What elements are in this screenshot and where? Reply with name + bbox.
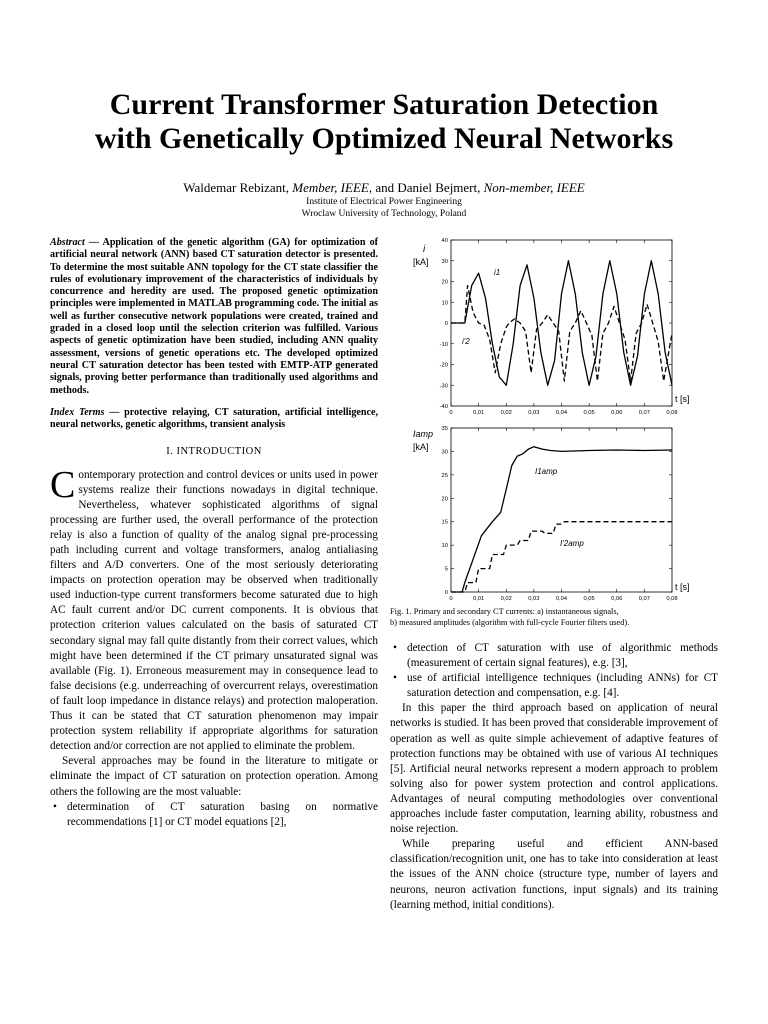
left-column — [50, 237, 378, 830]
title-line-1: Current Transformer Saturation Detection — [109, 88, 659, 121]
y-tick-label: 10 — [441, 300, 448, 307]
y-tick-label: -30 — [439, 383, 448, 390]
y-tick-label: -40 — [439, 404, 448, 410]
plot-a-series-i1-label: i1 — [494, 268, 501, 277]
plot-frame — [451, 240, 672, 406]
plot-b-ylabel-unit: [kA] — [413, 442, 429, 452]
bullet-item: • determination of CT saturation basing on normative recommendations [1] or CT model equations [2], — [50, 800, 378, 830]
plot-a-instantaneous — [440, 238, 678, 416]
y-tick-label: 20 — [441, 496, 448, 503]
affiliation-institute: Institute of Electrical Power Engineering — [306, 197, 462, 207]
intro-paragraph-1-text: ontemporary protection and control devices or units used in power systems realize their functions nowadays in digital technique. Nevertheless, whatever sophisticated algorithms of signal processing are further used, the overall performance of the protection relay is also a function of quality of the analog signal pre-processing path including current and voltage transformers, analog antialiasing filters and A/D converters. One of the most seriously deteriorating impacts on protection operation may be observed when traditionally used induction-type current transformers become saturated due to high AC fault current and/or DC current components. It is obvious that protection criterion values calculated on the basis of saturated CT secondary signal may fall quite distantly from their correct values, which might have been determined if the CT primary unsaturated signal was available (Fig. 1). Erroneous measurement may in consequence lead to false decisions (e.g. underreaching of overcurrent relays, overestimation of fault loop impedance in distance relays) and protection maloperation. Thus it can be stated that CT saturation phenomenon may impair protection system reliability if appropriate algorithms for saturation detection and/or correction are not applied to eliminate the problem. — [50, 468, 378, 753]
author-1-role: Member, IEEE, — [292, 180, 373, 195]
approach-list-right — [390, 641, 718, 701]
y-tick-label: 40 — [441, 238, 448, 244]
y-tick-label: 5 — [444, 566, 448, 573]
section-heading-introduction: I. INTRODUCTION — [166, 446, 262, 458]
y-tick-label: 30 — [441, 258, 448, 265]
figure-1-caption — [390, 606, 720, 628]
plot-b-ylabel-symbol: Iamp — [413, 429, 434, 439]
y-tick-label: 10 — [441, 543, 448, 550]
plot-frame — [451, 428, 672, 592]
plot-a-xlabel: t [s] — [675, 394, 690, 404]
x-tick-label: 0,02 — [500, 596, 512, 602]
y-tick-label: -20 — [439, 362, 448, 369]
x-tick-label: 0,04 — [555, 410, 568, 416]
plot-b-series-i1amp-label: I1amp — [535, 467, 558, 476]
x-tick-label: 0,02 — [500, 410, 512, 416]
y-tick-label: -10 — [439, 341, 448, 348]
affiliation-university: Wroclaw University of Technology, Poland — [301, 209, 467, 219]
title-line-2: with Genetically Optimized Neural Networks — [94, 122, 674, 155]
drop-cap: C — [50, 463, 76, 506]
x-tick-label: 0,06 — [611, 410, 623, 416]
y-tick-label: 35 — [441, 426, 448, 432]
plot-b-xlabel: t [s] — [675, 582, 690, 592]
x-tick-label: 0,07 — [638, 596, 651, 602]
x-tick-label: 0 — [449, 410, 453, 416]
series-line-i2 — [451, 286, 672, 382]
index-terms-text: — protective relaying, CT saturation, artificial intelligence, neural networks, genetic algorithms, transient analysis — [50, 406, 378, 431]
bullet-item: • use of artificial intelligence techniques (including ANNs) for CT saturation detection and compensation, e.g. [4]. — [390, 671, 718, 701]
plot-a-ylabel-symbol: i — [423, 244, 426, 255]
intro-paragraph-4: While preparing useful and efficient ANN-based classification/recognition unit, one has to take into consideration at least the issues of the ANN choice (structure type, number of layers and neurons, neuron activation functions, input signals) and its training (learning method, initial conditions). — [390, 838, 718, 911]
approach-list-left — [50, 800, 378, 830]
plot-b-amplitudes — [442, 426, 678, 602]
right-column — [390, 641, 718, 913]
x-tick-label: 0,01 — [472, 410, 485, 416]
plot-a-series-i2-label: i'2 — [462, 337, 470, 346]
x-tick-label: 0,08 — [666, 596, 678, 602]
x-tick-label: 0,03 — [528, 410, 540, 416]
x-tick-label: 0,04 — [555, 596, 568, 602]
index-terms-label: Index Terms — [50, 406, 105, 418]
abstract-text: — Application of the genetic algorithm (GA) for optimization of artificial neural network (ANN) based CT saturation detector is presented. To determine the most suitable ANN topology for the CT state classifier the rules of evolutionary improvement of the characteristics of individuals by concurrence and heredity are used. The proposed genetic optimization principles were implemented in MATLAB programming code. The initial as well as further consecutive network populations were created, trained and graded in a closed loop until the selection criterion was fulfilled. Various aspects of genetic optimization have been studied, including ANN quality assessment, versions of genetic operations etc. The developed optimized neural CT saturation detector has been tested with EMTP-ATP generated signals, proving better performance than traditionally used algorithms and methods. — [50, 237, 378, 396]
paper-title — [0, 88, 768, 156]
y-tick-label: 0 — [444, 321, 448, 327]
x-tick-label: 0,06 — [611, 596, 623, 602]
author-1: Waldemar Rebizant, — [183, 180, 290, 195]
author-line — [0, 180, 768, 196]
affiliation — [0, 196, 768, 220]
x-tick-label: 0,07 — [638, 410, 651, 416]
y-tick-label: 20 — [441, 279, 448, 286]
x-tick-label: 0,08 — [666, 410, 678, 416]
x-tick-label: 0,05 — [583, 410, 595, 416]
x-tick-label: 0,01 — [472, 596, 485, 602]
index-terms — [50, 407, 378, 432]
x-tick-label: 0,05 — [583, 596, 595, 602]
x-tick-label: 0 — [449, 596, 453, 602]
series-line-I1amp — [451, 447, 672, 592]
author-and: and Daniel Bejmert, — [375, 180, 481, 195]
plot-a-ylabel-unit: [kA] — [413, 257, 429, 267]
intro-paragraph-1 — [50, 463, 378, 755]
y-tick-label: 25 — [441, 472, 448, 479]
intro-paragraph-2: Several approaches may be found in the literature to mitigate or eliminate the impact of CT saturation on protection operation. Among others the following are the most valuable: — [50, 755, 378, 798]
caption-line-2: b) measured amplitudes (algorithm with full-cycle Fourier filters used). — [390, 618, 630, 627]
caption-line-1: Fig. 1. Primary and secondary CT currents: a) instantaneous signals, — [390, 607, 619, 616]
intro-paragraph-3: In this paper the third approach based on application of neural networks is studied. It has been proved that considerable improvement of operation as well as quite simple achievement of adaptive features of protection functions may be obtained with use of various AI techniques [5]. Artificial neural networks represent a modern approach to problem solving also for power system protection and control applications. Advantages of neural computing methodologies over conventional approaches include faster computation, learning ability, robustness and noise rejection. — [390, 702, 718, 836]
plot-b-series-i2amp-label: I'2amp — [560, 539, 584, 548]
series-line-i1 — [451, 261, 672, 386]
series-line-I2amp — [451, 522, 672, 592]
abstract — [50, 237, 378, 397]
abstract-label: Abstract — [50, 237, 85, 248]
y-tick-label: 15 — [441, 519, 448, 526]
bullet-item: • detection of CT saturation with use of algorithmic methods (measurement of certain signal features), e.g. [3], — [390, 641, 718, 671]
author-2-role: Non-member, IEEE — [483, 180, 585, 195]
y-tick-label: 30 — [441, 449, 448, 456]
y-tick-label: 0 — [444, 590, 448, 596]
x-tick-label: 0,03 — [528, 596, 540, 602]
